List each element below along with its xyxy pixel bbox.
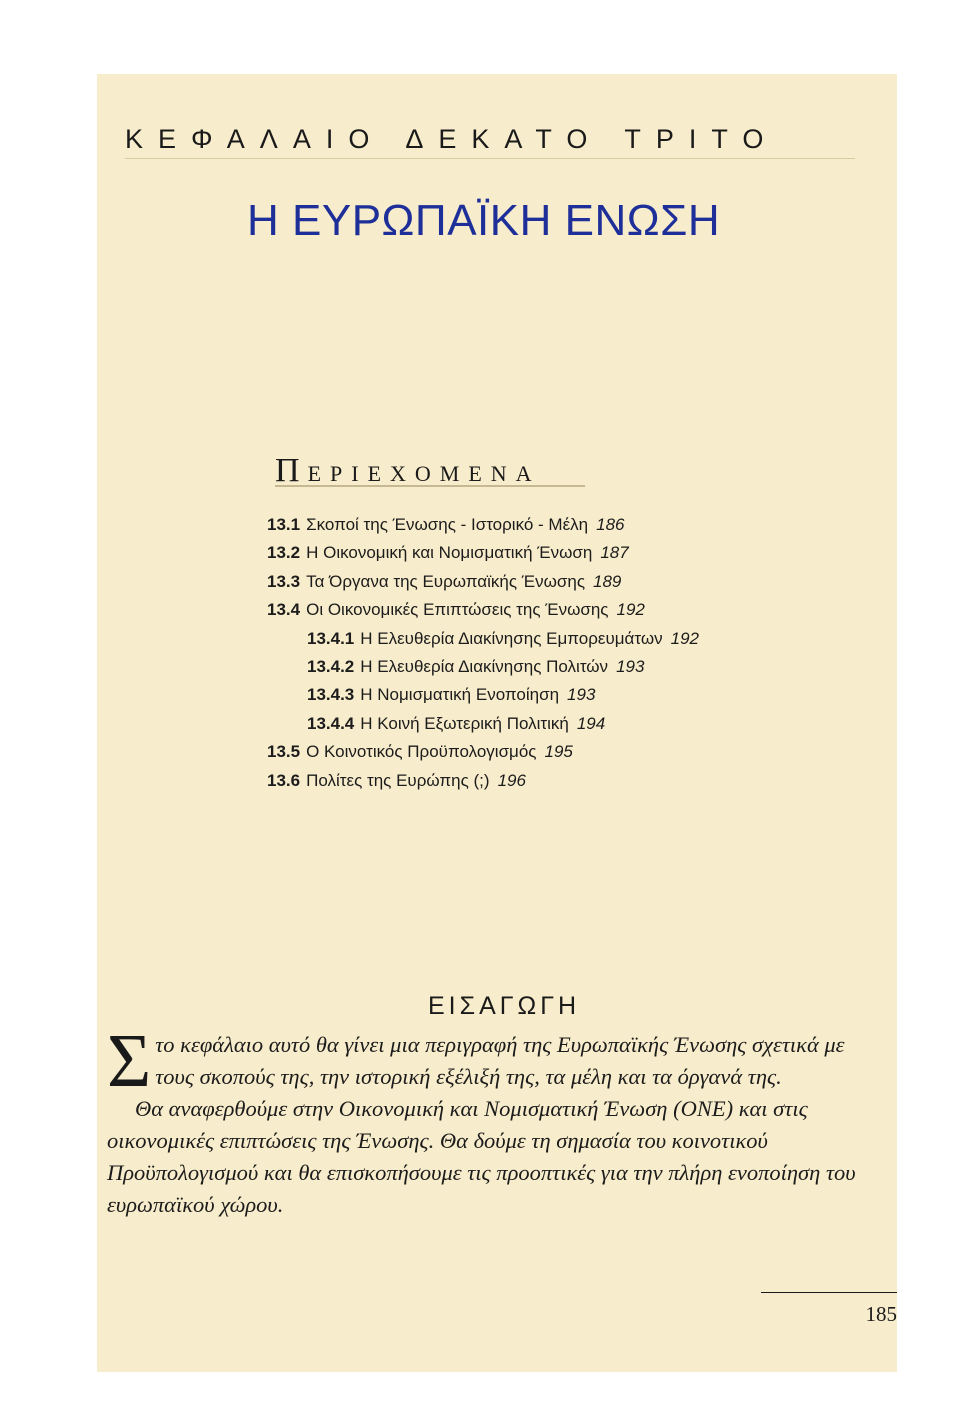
toc-title: Η Νομισματική Ενοποίηση	[360, 685, 560, 705]
toc-number: 13.6	[267, 770, 301, 790]
toc-page: 194	[576, 713, 606, 733]
toc-number: 13.3	[267, 571, 301, 591]
toc-title: Πολίτες της Ευρώπης (;)	[306, 770, 490, 790]
toc-page: 195	[544, 742, 573, 762]
book-page	[97, 74, 897, 1372]
toc-number: 13.4.2	[307, 656, 355, 676]
toc-title: Η Ελευθερία Διακίνησης Εμπορευμάτων	[360, 628, 663, 648]
intro-paragraph	[107, 1019, 882, 1103]
page-number-rule	[761, 1292, 897, 1293]
contents-heading-initial: Π	[275, 452, 300, 489]
toc-number: 13.4.4	[307, 713, 355, 733]
toc-title: Η Οικονομική και Νομισματική Ένωση	[306, 543, 593, 563]
chapter-title: Η ΕΥΡΩΠΑΪΚΗ ΕΝΩΣΗ	[247, 196, 721, 245]
toc-title: Η Κοινή Εξωτερική Πολιτική	[360, 713, 569, 733]
drop-cap: Σ	[107, 1019, 152, 1103]
toc-number: 13.4.1	[307, 628, 355, 648]
toc-item[interactable]	[267, 767, 699, 795]
toc-number: 13.4	[267, 600, 301, 620]
toc-item[interactable]	[267, 539, 699, 567]
page-number: 185	[865, 1302, 897, 1326]
toc-number: 13.1	[267, 515, 301, 534]
toc-item[interactable]	[267, 738, 699, 766]
toc-page: 196	[497, 770, 526, 790]
contents-heading-rest: ΕΡΙΕΧΟΜΕΝΑ	[307, 461, 541, 486]
toc-page: 192	[616, 600, 645, 620]
toc-title: Οι Οικονομικές Επιπτώσεις της Ένωσης	[306, 600, 609, 620]
toc-title: Σκοποί της Ένωσης - Ιστορικό - Μέλη	[306, 515, 589, 534]
table-of-contents	[267, 511, 699, 795]
toc-page: 193	[567, 685, 596, 705]
intro-heading: ΕΙΣΑΓΩΓΗ	[428, 992, 581, 1020]
toc-title: Ο Κοινοτικός Προϋπολογισμός	[306, 742, 537, 762]
intro-text	[107, 1019, 882, 1221]
toc-page: 186	[596, 515, 625, 534]
toc-page: 187	[600, 543, 629, 563]
contents-rule	[275, 485, 585, 487]
chapter-rule	[125, 158, 855, 159]
toc-subitem[interactable]	[267, 653, 699, 681]
toc-page: 193	[616, 656, 645, 676]
toc-page: 192	[670, 628, 699, 648]
intro-paragraph: Θα αναφερθούμε στην Οικονομική και Νομισματική Ένωση (ΟΝΕ) και στις οικονομικές επιπτώσεις της Ένωσης. Θα δούμε τη σημασία του κοινοτικού Προϋπολογισμού και θα επισκοπήσουμε τις προοπτικές για την πλήρη ενοποίηση του ευρωπαϊκού χώρου.	[107, 1096, 856, 1217]
toc-title: Τα Όργανα της Ευρωπαϊκής Ένωσης	[306, 571, 586, 591]
toc-item[interactable]	[267, 568, 699, 596]
toc-subitem[interactable]	[267, 625, 699, 653]
toc-title: Η Ελευθερία Διακίνησης Πολιτών	[360, 656, 609, 676]
chapter-heading: ΚΕΦΑΛΑΙΟ ΔΕΚΑΤΟ ΤΡΙΤΟ	[125, 124, 779, 154]
toc-number: 13.2	[267, 543, 301, 563]
toc-subitem[interactable]	[267, 710, 699, 738]
intro-paragraph-text: το κεφάλαιο αυτό θα γίνει μια περιγραφή της Ευρωπαϊκής Ένωσης σχετικά με τους σκοπούς της, την ιστορική εξέλιξή της, τα μέλη και τα όργανά της.	[155, 1032, 845, 1089]
toc-number: 13.5	[267, 742, 301, 762]
toc-item[interactable]	[267, 511, 699, 539]
toc-subitem[interactable]	[267, 681, 699, 709]
toc-page: 189	[593, 571, 622, 591]
toc-number: 13.4.3	[307, 685, 355, 705]
toc-item[interactable]	[267, 596, 699, 624]
